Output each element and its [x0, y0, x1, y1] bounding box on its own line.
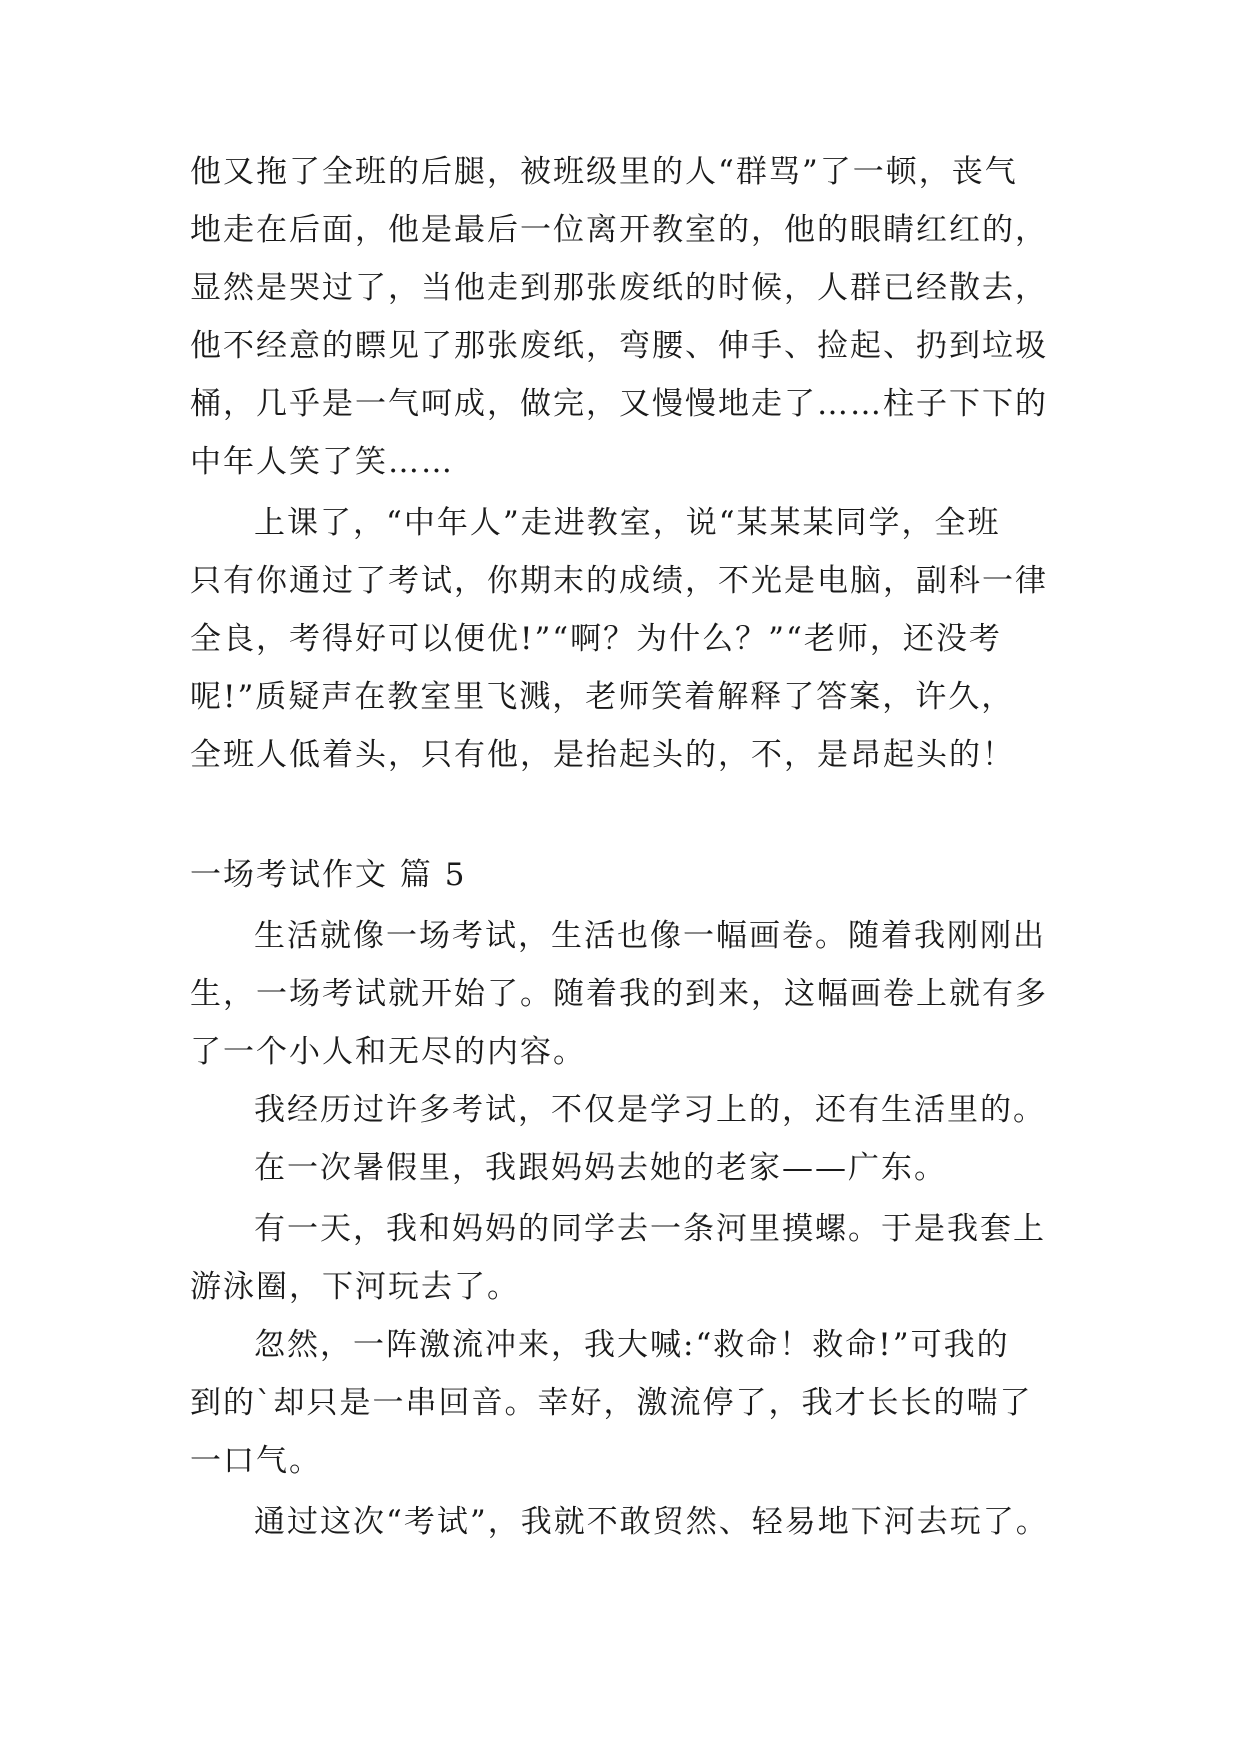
text-line: 显然是哭过了，当他走到那张废纸的时候，人群已经散去，: [190, 270, 1048, 306]
text-line: 生活就像一场考试，生活也像一幅画卷。随着我刚刚出: [254, 918, 1046, 954]
text-line: 上课了，“中年人”走进教室，说“某某某同学，全班: [254, 505, 1001, 541]
text-line: 他不经意的瞟见了那张废纸，弯腰、伸手、捡起、扔到垃圾: [190, 328, 1048, 364]
text-line: 到的`却只是一串回音。幸好，激流停了，我才长长的喘了: [190, 1385, 1033, 1421]
text-line: 桶，几乎是一气呵成，做完，又慢慢地走了……柱子下下的: [190, 386, 1048, 422]
text-line: 在一次暑假里，我跟妈妈去她的老家——广东。: [254, 1150, 947, 1186]
text-line: 我经历过许多考试，不仅是学习上的，还有生活里的。: [254, 1092, 1046, 1128]
text-line: 他又拖了全班的后腿，被班级里的人“群骂”了一顿，丧气: [190, 154, 1018, 190]
text-line: 中年人笑了笑……: [190, 444, 454, 480]
text-line: 通过这次“考试”，我就不敢贸然、轻易地下河去玩了。: [254, 1504, 1049, 1540]
text-line: 全良，考得好可以便优!”“啊？为什么？”“老师，还没考: [190, 621, 1002, 657]
text-line: 一口气。: [190, 1443, 322, 1479]
text-line: 有一天，我和妈妈的同学去一条河里摸螺。于是我套上: [254, 1211, 1046, 1247]
text-line: 了一个小人和无尽的内容。: [190, 1034, 586, 1070]
text-line: 生，一场考试就开始了。随着我的到来，这幅画卷上就有多: [190, 976, 1048, 1012]
text-line: 全班人低着头，只有他，是抬起头的，不，是昂起头的！: [190, 737, 1015, 773]
text-line: 游泳圈，下河玩去了。: [190, 1269, 520, 1305]
text-line: 呢!”质疑声在教室里飞溅，老师笑着解释了答案，许久，: [190, 679, 1015, 715]
text-line: 忽然，一阵激流冲来，我大喊:“救命！救命!”可我的: [254, 1327, 1010, 1363]
text-line: 只有你通过了考试，你期末的成绩，不光是电脑，副科一律: [190, 563, 1048, 599]
section-heading: 一场考试作文 篇 5: [190, 857, 467, 893]
text-line: 地走在后面，他是最后一位离开教室的，他的眼睛红红的，: [190, 212, 1048, 248]
